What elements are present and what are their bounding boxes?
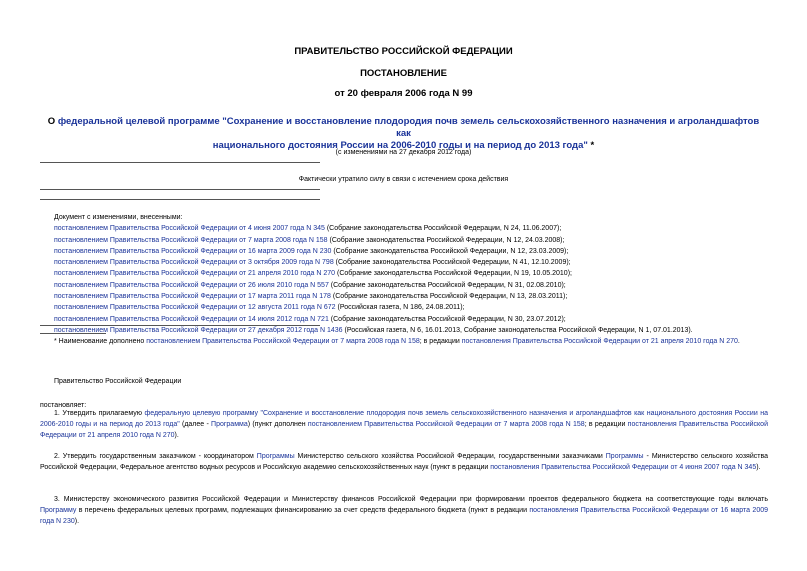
amendment-source: (Российская газета, N 6, 16.01.2013, Собрание законодательства Российской Федерации, N 1, 07.01.2013).: [342, 326, 693, 334]
amendment-source: (Российская газета, N 186, 24.08.2011);: [335, 304, 465, 312]
paragraph-text: в перечень федеральных целевых программ, подлежащих финансированию за счет средств федерального бюджета (пункт в редакции: [76, 507, 530, 514]
decree-link[interactable]: постановления Правительства Российской Федерации от 4 июня 2007 года N 345: [490, 464, 757, 471]
document-title: [40, 116, 767, 152]
paragraph-text: 3. Министерству экономического развития Российской Федерации и Министерству финансов Российской Федерации при формировании проектов федерального бюджета на соответствующие годы включать: [54, 496, 768, 503]
program-title-link-line2[interactable]: национального достояния России на 2006-2010 годы и на период до 2013 года": [212, 140, 588, 151]
divider: [40, 199, 320, 200]
document-type-heading: ПОСТАНОВЛЕНИЕ: [360, 68, 447, 79]
title-suffix: *: [587, 140, 595, 151]
paragraph-text: ).: [74, 518, 80, 525]
list-item: [54, 302, 693, 313]
footnote-link[interactable]: постановления Правительства Российской Федерации от 21 апреля 2010 года N 270: [461, 338, 738, 345]
amendment-link[interactable]: постановлением Правительства Российской Федерации от 12 августа 2011 года N 672: [54, 304, 336, 312]
program-link[interactable]: федеральную целевую программу "Сохранение и восстановление плодородия почв земель сельскохозяйственного назначения и агроландшафтов как национального достояния России на 2006-2010 годы и на период до 2013 года": [40, 410, 768, 428]
paragraph-text: - Министерство сельского хозяйства Российской Федерации, Федеральное агентство водных ресурсов и Российскую академию сельскохозяйственных наук (пункт в редакции: [40, 453, 768, 471]
paragraph-text: 1. Утвердить прилагаемую: [54, 410, 145, 417]
amendment-source: (Собрание законодательства Российской Федерации, N 19, 10.05.2010);: [335, 270, 572, 278]
amendment-source: (Собрание законодательства Российской Федерации, N 12, 23.03.2009);: [331, 247, 569, 255]
amendment-link[interactable]: постановлением Правительства Российской Федерации от 3 октября 2009 года N 798: [54, 259, 334, 267]
paragraph-1: [40, 408, 768, 441]
amendment-link[interactable]: постановлением Правительства Российской Федерации от 26 июля 2010 года N 557: [54, 281, 329, 289]
program-title-link-line1[interactable]: федеральной целевой программе "Сохранение и восстановление плодородия почв земель сельскохозяйственного назначения и агроландшафтов как: [57, 116, 760, 139]
footnote-text: .: [737, 338, 740, 345]
list-item: [54, 223, 693, 234]
amendment-link[interactable]: постановлением Правительства Российской Федерации от 4 июня 2007 года N 345: [54, 225, 325, 233]
footnote: [54, 338, 740, 345]
list-item: [54, 235, 693, 246]
list-item: [54, 280, 693, 291]
paragraph-text: Министерство сельского хозяйства Российской Федерации, государственными заказчиками: [294, 453, 606, 460]
decree-link[interactable]: постановления Правительства Российской Федерации от 21 апреля 2010 года N 270: [40, 421, 768, 439]
amendment-source: (Собрание законодательства Российской Федерации, N 30, 23.07.2012);: [328, 315, 566, 323]
footnote-link[interactable]: постановлением Правительства Российской Федерации от 7 марта 2008 года N 158: [146, 338, 420, 345]
program-short-link[interactable]: Программа: [211, 421, 248, 428]
paragraph-2: [40, 451, 768, 473]
paragraph-3: [40, 494, 768, 527]
paragraph-text: 2. Утвердить государственным заказчиком - координатором: [54, 453, 257, 460]
program-link[interactable]: Программы: [605, 453, 644, 460]
amendment-source: (Собрание законодательства Российской Федерации, N 12, 24.03.2008);: [327, 236, 565, 244]
footnote-text: * Наименование дополнено: [54, 338, 147, 345]
amendment-link[interactable]: постановлением Правительства Российской Федерации от 7 марта 2008 года N 158: [54, 236, 328, 244]
amendment-source: (Собрание законодательства Российской Федерации, N 24, 11.06.2007);: [324, 225, 562, 233]
amendment-source: (Собрание законодательства Российской Федерации, N 41, 12.10.2009);: [333, 259, 571, 267]
amendment-link[interactable]: постановлением Правительства Российской Федерации от 21 апреля 2010 года N 270: [54, 270, 336, 278]
government-heading: ПРАВИТЕЛЬСТВО РОССИЙСКОЙ ФЕДЕРАЦИИ: [294, 46, 513, 57]
paragraph-text: (далее -: [179, 421, 212, 428]
paragraph-text: ) (пункт дополнен: [247, 421, 308, 428]
paragraph-text: ).: [756, 464, 761, 471]
revision-note: (с изменениями на 27 декабря 2012 года): [335, 149, 472, 156]
divider: [40, 325, 320, 326]
amendment-source: (Собрание законодательства Российской Федерации, N 31, 02.08.2010);: [328, 281, 566, 289]
list-item: [54, 325, 693, 336]
list-item: [54, 314, 693, 325]
government-label: Правительство Российской Федерации: [54, 378, 182, 385]
paragraph-text: ).: [174, 432, 179, 439]
program-link[interactable]: Программу: [40, 507, 77, 514]
paragraph-text: ; в редакции: [584, 421, 628, 428]
divider: [40, 189, 320, 190]
footnote-divider: [40, 333, 106, 334]
amendment-link[interactable]: постановлением Правительства Российской Федерации от 17 марта 2011 года N 178: [54, 293, 331, 301]
decrees-label: постановляет:: [40, 402, 87, 409]
list-item: [54, 291, 693, 302]
divider: [40, 162, 320, 163]
list-item: [54, 257, 693, 268]
date-number-heading: от 20 февраля 2006 года N 99: [334, 88, 473, 99]
list-item: [54, 246, 693, 257]
title-prefix: О: [47, 116, 58, 127]
amendment-link[interactable]: постановлением Правительства Российской Федерации от 16 марта 2009 года N 230: [54, 247, 332, 255]
footnote-text: ; в редакции: [419, 338, 462, 345]
decree-link[interactable]: постановлением Правительства Российской Федерации от 7 марта 2008 года N 158: [307, 421, 585, 428]
amendment-source: (Собрание законодательства Российской Федерации, N 13, 28.03.2011);: [330, 293, 568, 301]
amendment-link[interactable]: постановлением Правительства Российской Федерации от 27 декабря 2012 года N 1436: [54, 326, 343, 334]
status-note: Фактически утратило силу в связи с истечением срока действия: [298, 176, 509, 183]
amendments-intro: Документ с изменениями, внесенными:: [54, 214, 183, 221]
decree-link[interactable]: постановления Правительства Российской Федерации от 16 марта 2009 года N 230: [40, 507, 768, 525]
list-item: [54, 268, 693, 279]
amendments-list: [54, 212, 693, 336]
amendment-link[interactable]: постановлением Правительства Российской Федерации от 14 июля 2012 года N 721: [54, 315, 329, 323]
program-link[interactable]: Программы: [256, 453, 295, 460]
